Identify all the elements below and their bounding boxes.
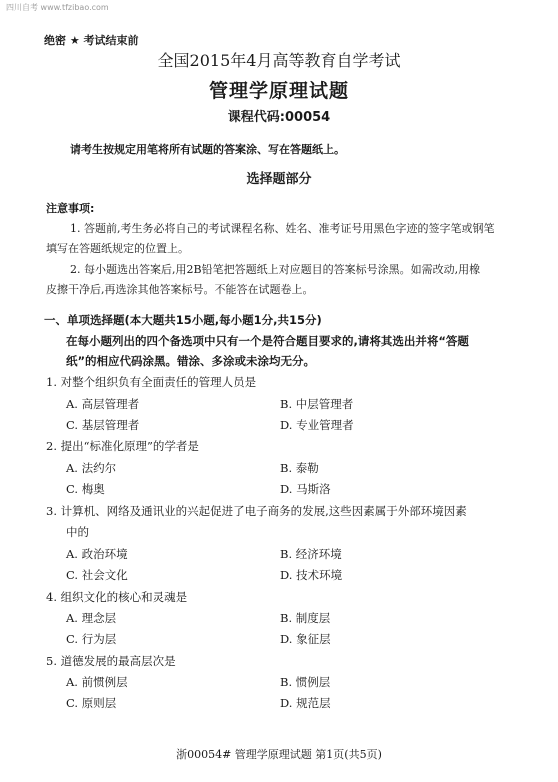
question-5-option-a: A. 前惯例层: [66, 675, 128, 689]
question-1-option-c: C. 基层管理者: [66, 418, 140, 432]
note-line: 1. 答题前,考生务必将自己的考试课程名称、姓名、准考证号用黑色字迹的签字笔或钢笔: [70, 222, 495, 235]
question-4-option-a: A. 理念层: [66, 611, 117, 625]
question-2-option-c: C. 梅奥: [66, 482, 105, 496]
confidential-label: 绝密 ★ 考试结束前: [44, 34, 139, 47]
question-3-stem: 3. 计算机、网络及通讯业的兴起促进了电子商务的发展,这些因素属于外部环境因素: [46, 504, 467, 518]
note-line: 填写在答题纸规定的位置上。: [46, 242, 189, 255]
question-2-stem: 2. 提出“标准化原理”的学者是: [46, 439, 199, 453]
part1-desc-line: 在每小题列出的四个备选项中只有一个是符合题目要求的,请将其选出并将“答题: [66, 334, 469, 348]
question-5-option-c: C. 原则层: [66, 696, 117, 710]
paper-title: 管理学原理试题: [208, 80, 349, 102]
note-line: 皮擦干净后,再选涂其他答案标号。不能答在试题卷上。: [46, 283, 314, 296]
instruction-text: 请考生按规定用笔将所有试题的答案涂、写在答题纸上。: [70, 143, 345, 156]
question-1-option-a: A. 高层管理者: [66, 397, 140, 411]
question-3-option-b: B. 经济环境: [280, 547, 342, 561]
question-2-option-d: D. 马斯洛: [280, 482, 331, 496]
question-5-option-b: B. 惯例层: [280, 675, 331, 689]
question-4-option-b: B. 制度层: [280, 611, 331, 625]
course-code: 课程代码:00054: [227, 110, 331, 125]
question-2-option-b: B. 泰勒: [280, 461, 319, 475]
question-3-option-a: A. 政治环境: [66, 547, 128, 561]
question-5-stem: 5. 道德发展的最高层次是: [46, 654, 176, 668]
part1-title: 一、单项选择题(本大题共15小题,每小题1分,共15分): [44, 313, 322, 327]
part1-desc-line: 纸”的相应代码涂黑。错涂、多涂或未涂均无分。: [66, 354, 316, 368]
question-5-option-d: D. 规范层: [280, 696, 331, 710]
question-3-stem-cont: 中的: [66, 525, 89, 539]
question-2-option-a: A. 法约尔: [66, 461, 117, 475]
question-4-stem: 4. 组织文化的核心和灵魂是: [46, 590, 188, 604]
question-3-option-d: D. 技术环境: [280, 568, 343, 582]
watermark: 四川自考 www.tfzibao.com: [6, 3, 109, 12]
notes-heading: 注意事项:: [46, 202, 95, 215]
note-line: 2. 每小题选出答案后,用2B铅笔把答题纸上对应题目的答案标号涂黑。如需改动,用橡: [70, 263, 481, 276]
question-1-option-d: D. 专业管理者: [280, 418, 354, 432]
section-title: 选择题部分: [246, 172, 312, 187]
page-footer: 浙00054# 管理学原理试题 第1页(共5页): [176, 748, 382, 761]
question-1-option-b: B. 中层管理者: [280, 397, 354, 411]
exam-title: 全国2015年4月高等教育自学考试: [157, 51, 401, 70]
question-4-option-c: C. 行为层: [66, 632, 117, 646]
question-3-option-c: C. 社会文化: [66, 568, 128, 582]
question-1-stem: 1. 对整个组织负有全面责任的管理人员是: [46, 375, 257, 389]
question-4-option-d: D. 象征层: [280, 632, 331, 646]
